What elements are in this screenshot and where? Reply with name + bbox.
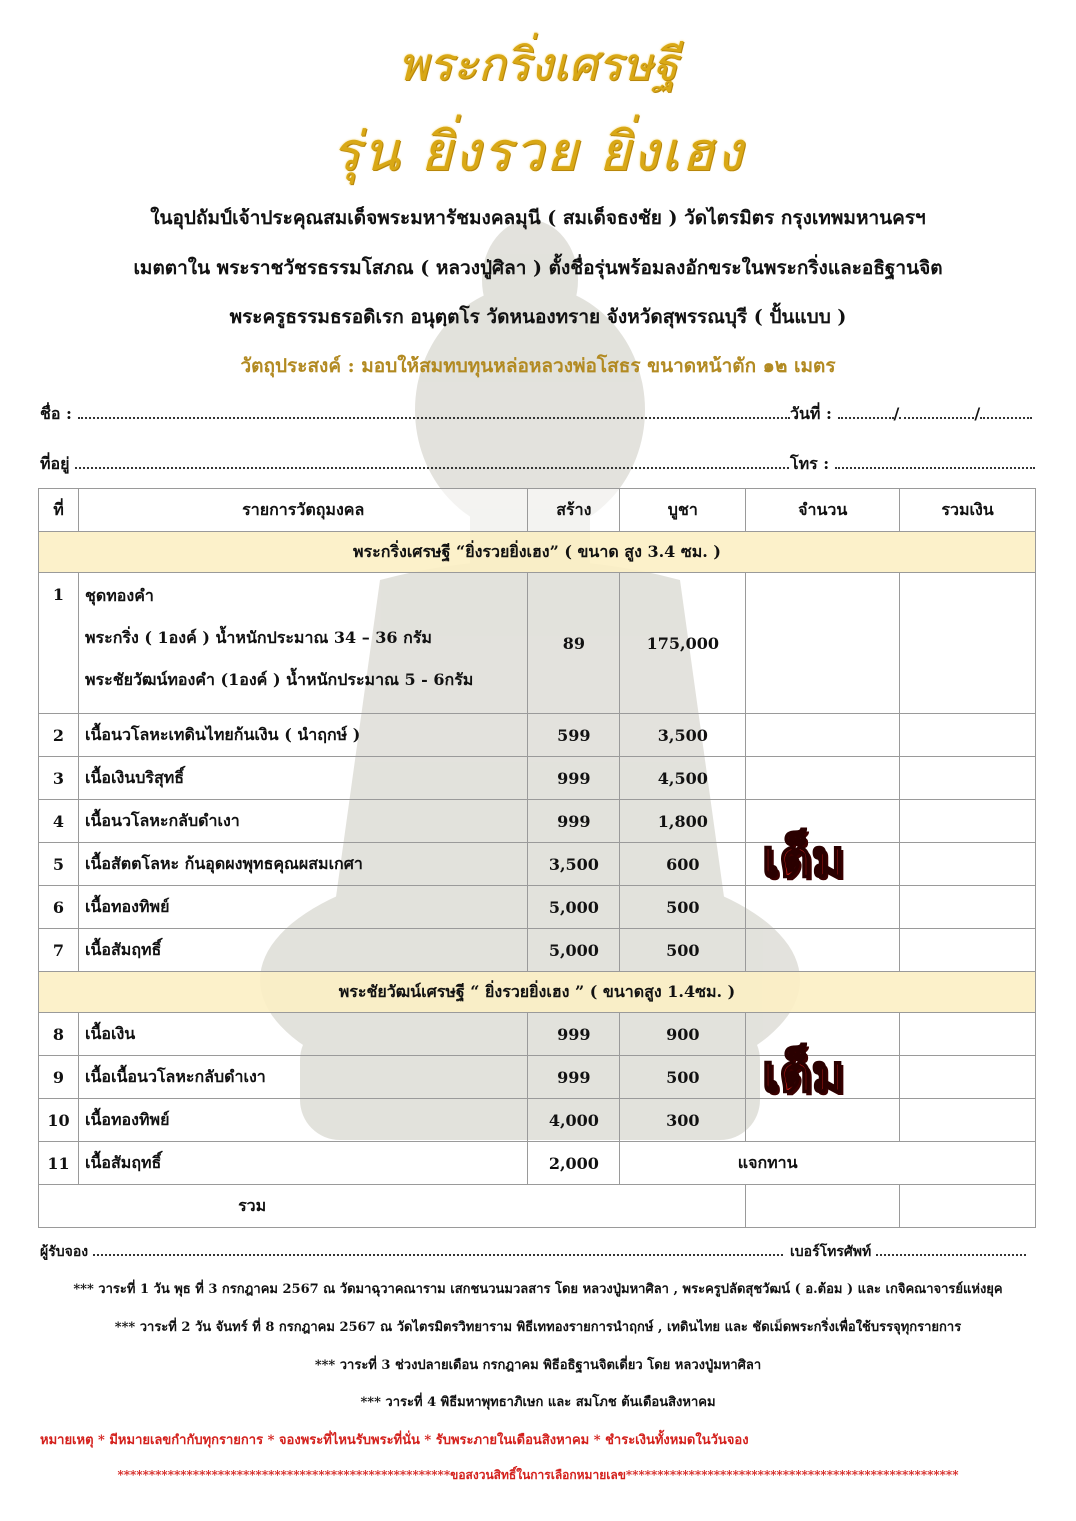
- intro-line-1: ในอุปถัมป์เจ้าประคุณสมเด็จพระมหารัชมงคลมุนี ( สมเด็จธงชัย ) วัดไตรมิตร กรุงเทพมหานครฯ: [150, 207, 926, 229]
- title-line-1: พระกริ่งเศรษฐี: [397, 37, 679, 91]
- row-no: 4: [39, 800, 79, 843]
- table-row: [39, 573, 1036, 714]
- row-no: 2: [39, 714, 79, 757]
- row-item-line: พระกริ่ง ( 1องค์ ) น้ำหนักประมาณ 34 – 36 กรัม: [84, 628, 432, 647]
- receiver-phone-blank: [876, 1240, 1026, 1256]
- row-item: เนื้อนวโลหะกลับดำเงา: [78, 800, 527, 843]
- full-stamp-1: เต็ม: [762, 830, 845, 888]
- name-blank: [78, 403, 790, 419]
- row-price: 4,500: [620, 757, 746, 800]
- order-table: [38, 488, 1036, 1228]
- row-qty-cell[interactable]: [746, 757, 900, 800]
- row-total-cell[interactable]: [900, 1013, 1036, 1056]
- table-row: [39, 1099, 1036, 1142]
- header-total: รวมเงิน: [900, 489, 1036, 532]
- row-total-cell[interactable]: [900, 886, 1036, 929]
- row-item: เนื้อเงิน: [78, 1013, 527, 1056]
- header-made: สร้าง: [528, 489, 620, 532]
- phone-field[interactable]: [790, 452, 1035, 477]
- receiver-field[interactable]: [40, 1240, 783, 1263]
- row-total-cell[interactable]: [900, 757, 1036, 800]
- section-title-2: พระชัยวัฒน์เศรษฐี “ ยิ่งรวยยิ่งเฮง ” ( ขนาดสูง 1.4ซม. ): [39, 972, 1036, 1013]
- row-price: 900: [620, 1013, 746, 1056]
- row-qty-cell[interactable]: [746, 573, 900, 714]
- row-item: เนื้อสัมฤทธิ์: [78, 1142, 527, 1185]
- receiver-phone-label: เบอร์โทรศัพท์: [790, 1244, 872, 1260]
- row-made: 89: [528, 573, 620, 714]
- total-qty-cell[interactable]: [746, 1185, 900, 1228]
- date-field[interactable]: [790, 402, 1032, 427]
- row-item-line: ชุดทองคำ: [84, 586, 154, 605]
- footer-stars-left: *****************************************************: [117, 1468, 451, 1482]
- date-blank-month: [899, 403, 974, 419]
- row-no: 1: [39, 573, 79, 714]
- table-row: [39, 1056, 1036, 1099]
- row-price: 300: [620, 1099, 746, 1142]
- row-made: 4,000: [528, 1099, 620, 1142]
- row-note: [620, 1142, 1036, 1185]
- row-item: เนื้อเงินบริสุทธิ์: [78, 757, 527, 800]
- ceremony-note-1: *** วาระที่ 1 วัน พุธ ที่ 3 กรกฎาคม 2567 ณ วัดมาฉุวาคณาราม เสกชนวนมวลสาร โดย หลวงปู่มหาศิลา , พระครูปลัดสุชวัฒน์ ( อ.ต้อม ) และ เกจิคณาจารย์แห่งยุค: [73, 1282, 1003, 1297]
- footer-line: [0, 1466, 1076, 1485]
- row-no: 7: [39, 929, 79, 972]
- address-field[interactable]: [40, 452, 789, 477]
- row-item: เนื้อนวโลหะเทดินไทยก้นเงิน ( นำฤกษ์ ): [78, 714, 527, 757]
- name-label: ชื่อ :: [40, 404, 72, 423]
- row-no: 3: [39, 757, 79, 800]
- row-made: 2,000: [528, 1142, 620, 1185]
- row-item: เนื้อทองทิพย์: [78, 886, 527, 929]
- row-no: 5: [39, 843, 79, 886]
- table-row: [39, 800, 1036, 843]
- total-label: [39, 1185, 746, 1228]
- row-qty-cell[interactable]: [746, 714, 900, 757]
- row-item: เนื้อสัมฤทธิ์: [78, 929, 527, 972]
- address-label: ที่อยู่: [40, 454, 70, 473]
- table-header: [39, 489, 1036, 532]
- purpose-text: วัตถุประสงค์ : มอบให้สมทบทุนหล่อหลวงพ่อโสธร ขนาดหน้าตัก ๑๒ เมตร: [240, 355, 836, 377]
- footer-text: ขอสงวนสิทธิ์ในการเลือกหมายเลข: [450, 1468, 626, 1482]
- date-blank-year: [980, 403, 1032, 419]
- row-item: เนื้อสัตตโลหะ ก้นอุดผงพุทธคุณผสมเกศา: [78, 843, 527, 886]
- date-blank-day: [838, 403, 894, 419]
- date-label: วันที่ :: [790, 404, 832, 423]
- ceremony-note-4: *** วาระที่ 4 พิธีมหาพุทธาภิเษก และ สมโภช ต้นเดือนสิงหาคม: [360, 1395, 716, 1410]
- header-price: บูชา: [620, 489, 746, 532]
- name-field[interactable]: [40, 402, 790, 427]
- date-slash-1: /: [893, 404, 900, 423]
- row-made: 5,000: [528, 929, 620, 972]
- row-item-line: พระชัยวัฒน์ทองคำ (1องค์ ) น้ำหนักประมาณ 5 - 6กรัม: [84, 670, 474, 689]
- ceremony-note-2: *** วาระที่ 2 วัน จันทร์ ที่ 8 กรกฎาคม 2567 ณ วัดไตรมิตรวิทยาราม พิธีเททองรายการนำฤกษ์ , เทดินไทย และ ชัดเม็ดพระกริ่งเพื่อใช้บรรจุทุกรายการ: [114, 1320, 962, 1335]
- phone-label: โทร :: [790, 454, 830, 473]
- header-item: รายการวัตถุมงคล: [78, 489, 527, 532]
- row-total-cell[interactable]: [900, 573, 1036, 714]
- row-total-cell[interactable]: [900, 714, 1036, 757]
- intro-line-2: เมตตาใน พระราชวัชรธรรมโสภณ ( หลวงปู่ศิลา ) ตั้งชื่อรุ่นพร้อมลงอักขระในพระกริ่งและอธิฐานจิต: [133, 257, 943, 279]
- table-row: [39, 929, 1036, 972]
- table-row: [39, 843, 1036, 886]
- row-made: 999: [528, 800, 620, 843]
- row-price: 1,800: [620, 800, 746, 843]
- row-no: 6: [39, 886, 79, 929]
- address-blank: [75, 453, 789, 469]
- total-row: [39, 1185, 1036, 1228]
- table-row: [39, 1013, 1036, 1056]
- row-made: 999: [528, 1056, 620, 1099]
- section-title-1: พระกริ่งเศรษฐี “ยิ่งรวยยิ่งเฮง” ( ขนาด สูง 3.4 ซม. ): [39, 532, 1036, 573]
- row-total-cell[interactable]: [900, 1056, 1036, 1099]
- phone-blank: [835, 453, 1035, 469]
- row-made: 999: [528, 757, 620, 800]
- row-item: เนื้อทองทิพย์: [78, 1099, 527, 1142]
- total-label-text: รวม: [238, 1195, 267, 1215]
- row-price: 3,500: [620, 714, 746, 757]
- row-price: 500: [620, 1056, 746, 1099]
- title-line-2: รุ่น ยิ่งรวย ยิ่งเฮง: [331, 120, 745, 183]
- footer-stars-right: *****************************************************: [625, 1468, 959, 1482]
- table-row: [39, 886, 1036, 929]
- table-row: [39, 1142, 1036, 1185]
- row-no: 9: [39, 1056, 79, 1099]
- row-item: เนื้อเนื้อนวโลหะกลับดำเงา: [78, 1056, 527, 1099]
- section-header-1: [39, 532, 1036, 573]
- total-sum-cell[interactable]: [900, 1185, 1036, 1228]
- row-total-cell[interactable]: [900, 1099, 1036, 1142]
- table-row: [39, 714, 1036, 757]
- row-note-text: แจกทาน: [737, 1152, 798, 1172]
- row-no: 11: [39, 1142, 79, 1185]
- remark-text: หมายเหตุ * มีหมายเลขกำกับทุกรายการ * จองพระที่ไหนรับพระที่นั่น * รับพระภายในเดือนสิงหาคม * ชำระเงินทั้งหมดในวันจอง: [40, 1433, 749, 1448]
- section-header-2: [39, 972, 1036, 1013]
- row-made: 999: [528, 1013, 620, 1056]
- row-price: 600: [620, 843, 746, 886]
- row-price: 500: [620, 886, 746, 929]
- receiver-phone-field[interactable]: [790, 1240, 1026, 1263]
- table-row: [39, 757, 1036, 800]
- row-item: [78, 573, 527, 714]
- row-no: 10: [39, 1099, 79, 1142]
- receiver-blank: [93, 1240, 783, 1256]
- full-stamp-2: เต็ม: [762, 1045, 845, 1103]
- intro-line-3: พระครูธรรมธรอดิเรก อนุตฺตโร วัดหนองทราย จังหวัดสุพรรณบุรี ( ปั้นแบบ ): [229, 306, 847, 328]
- ceremony-note-3: *** วาระที่ 3 ช่วงปลายเดือน กรกฎาคม พิธีอธิฐานจิตเดี่ยว โดย หลวงปู่มหาศิลา: [314, 1358, 762, 1373]
- receiver-label: ผู้รับจอง: [40, 1244, 89, 1260]
- header-qty: จำนวน: [746, 489, 900, 532]
- row-made: 5,000: [528, 886, 620, 929]
- row-total-cell[interactable]: [900, 800, 1036, 843]
- row-made: 3,500: [528, 843, 620, 886]
- header-no: ที่: [39, 489, 79, 532]
- row-no: 8: [39, 1013, 79, 1056]
- row-total-cell[interactable]: [900, 843, 1036, 886]
- row-total-cell[interactable]: [900, 929, 1036, 972]
- row-made: 599: [528, 714, 620, 757]
- date-slash-2: /: [974, 404, 981, 423]
- row-price: 175,000: [620, 573, 746, 714]
- row-qty-cell[interactable]: [746, 929, 900, 972]
- row-price: 500: [620, 929, 746, 972]
